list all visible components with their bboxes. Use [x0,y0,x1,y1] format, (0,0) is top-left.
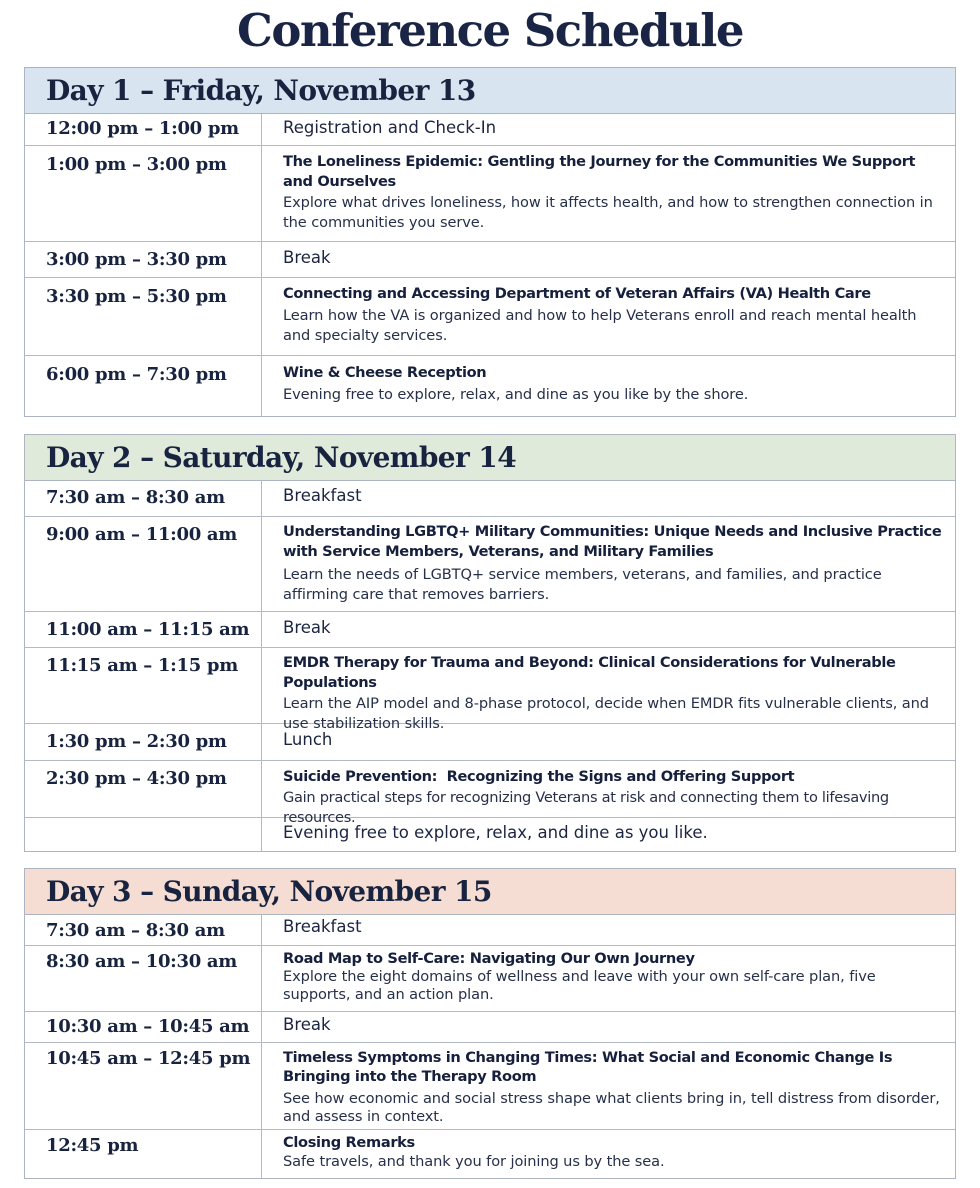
time-cell: 8:30 am – 10:30 am [25,946,262,1011]
schedule-row [25,242,955,278]
day-3-header [25,869,955,915]
schedule-row [25,356,955,416]
session-description: Safe travels, and thank you for joining us by the sea. [283,1153,665,1170]
session-title: Timeless Symptoms in Changing Times: What Social and Economic Change Is Bringing into the Therapy Room [283,1049,893,1085]
session-cell [262,517,955,611]
session-title: The Loneliness Epidemic: Gentling the Journey for the Communities We Support and Ourselves [283,153,916,190]
schedule-row [25,946,955,1012]
session-description: Explore what drives loneliness, how it affects health, and how to strengthen connection in the communities you serve. [283,194,933,231]
day-3-section [24,868,956,1179]
schedule-row [25,1130,955,1178]
time-cell: 6:00 pm – 7:30 pm [25,356,262,416]
session-description: Learn how the VA is organized and how to help Veterans enroll and reach mental health and specialty services. [283,307,917,344]
time-cell: 3:30 pm – 5:30 pm [25,278,262,355]
time-cell [25,818,262,851]
session-cell [262,946,955,1011]
day-1-header [25,68,955,114]
day-heading: Day 3 – Sunday, November 15 [46,875,492,908]
schedule-row [25,146,955,242]
time-cell: 11:00 am – 11:15 am [25,612,262,647]
time-cell: 12:00 pm – 1:00 pm [25,114,262,145]
schedule-row [25,612,955,648]
session-cell [262,1043,955,1129]
session-cell [262,761,955,826]
day-heading: Day 1 – Friday, November 13 [46,74,476,107]
time-cell: 10:45 am – 12:45 pm [25,1043,262,1129]
session-cell [262,1130,955,1178]
session-title: Connecting and Accessing Department of Veteran Affairs (VA) Health Care [283,285,871,302]
session-title: Road Map to Self-Care: Navigating Our Own Journey [283,950,695,967]
session-description: See how economic and social stress shape what clients bring in, tell distress from disorder, and assess in context. [283,1090,940,1125]
time-cell: 1:30 pm – 2:30 pm [25,724,262,760]
session-title: Suicide Prevention: Recognizing the Signs and Offering Support [283,768,795,785]
schedule-row [25,648,955,732]
time-cell: 9:00 am – 11:00 am [25,517,262,611]
time-cell: 1:00 pm – 3:00 pm [25,146,262,241]
session-text: Lunch [283,730,333,749]
time-cell: 3:00 pm – 3:30 pm [25,242,262,277]
schedule-row [25,278,955,356]
session-description: Learn the AIP model and 8-phase protocol, decide when EMDR fits vulnerable clients, and use stabilization skills. [283,695,929,732]
session-cell [262,724,955,760]
schedule-row [25,481,955,517]
session-cell [262,481,955,516]
session-description: Learn the needs of LGBTQ+ service members, veterans, and families, and practice affirming care that removes barriers. [283,566,882,603]
session-cell [262,1012,955,1042]
session-title: Closing Remarks [283,1134,415,1151]
time-cell: 2:30 pm – 4:30 pm [25,761,262,817]
session-description: Explore the eight domains of wellness and leave with your own self-care plan, five supports, and an action plan. [283,968,876,1003]
day-1-section [24,67,956,417]
time-cell: 11:15 am – 1:15 pm [25,648,262,723]
session-text: Breakfast [283,486,362,505]
schedule-row [25,114,955,146]
schedule-row [25,724,955,761]
session-cell [262,278,955,355]
time-cell: 7:30 am – 8:30 am [25,481,262,516]
schedule-row [25,761,955,826]
schedule-row [25,1012,955,1043]
session-description: Gain practical steps for recognizing Veterans at risk and connecting them to lifesaving resources. [283,789,889,826]
session-title: Understanding LGBTQ+ Military Communities: Unique Needs and Inclusive Practice with Service Members, Veterans, and Military Families [283,523,942,560]
schedule-row [25,818,955,851]
session-description: Evening free to explore, relax, and dine as you like by the shore. [283,386,749,403]
time-cell: 7:30 am – 8:30 am [25,915,262,945]
session-cell [262,612,955,647]
time-cell: 10:30 am – 10:45 am [25,1012,262,1042]
session-text: Break [283,1015,331,1034]
session-cell [262,356,955,416]
session-cell [262,648,955,732]
session-text: Break [283,248,331,267]
schedule-row [25,1043,955,1130]
session-cell [262,114,955,145]
day-heading: Day 2 – Saturday, November 14 [46,441,517,474]
session-text: Break [283,618,331,637]
session-title: Wine & Cheese Reception [283,364,487,381]
schedule-row [25,517,955,612]
page-title: Conference Schedule [237,4,743,57]
day-2-header [25,435,955,481]
session-text: Evening free to explore, relax, and dine as you like. [283,823,708,842]
session-cell [262,242,955,277]
time-cell: 12:45 pm [25,1130,262,1178]
schedule-row [25,915,955,946]
session-title: EMDR Therapy for Trauma and Beyond: Clinical Considerations for Vulnerable Populations [283,654,896,691]
session-cell [262,818,955,851]
session-cell [262,915,955,945]
session-text: Registration and Check-In [283,118,497,137]
day-2-section [24,434,956,852]
session-cell [262,146,955,241]
session-text: Breakfast [283,917,362,936]
